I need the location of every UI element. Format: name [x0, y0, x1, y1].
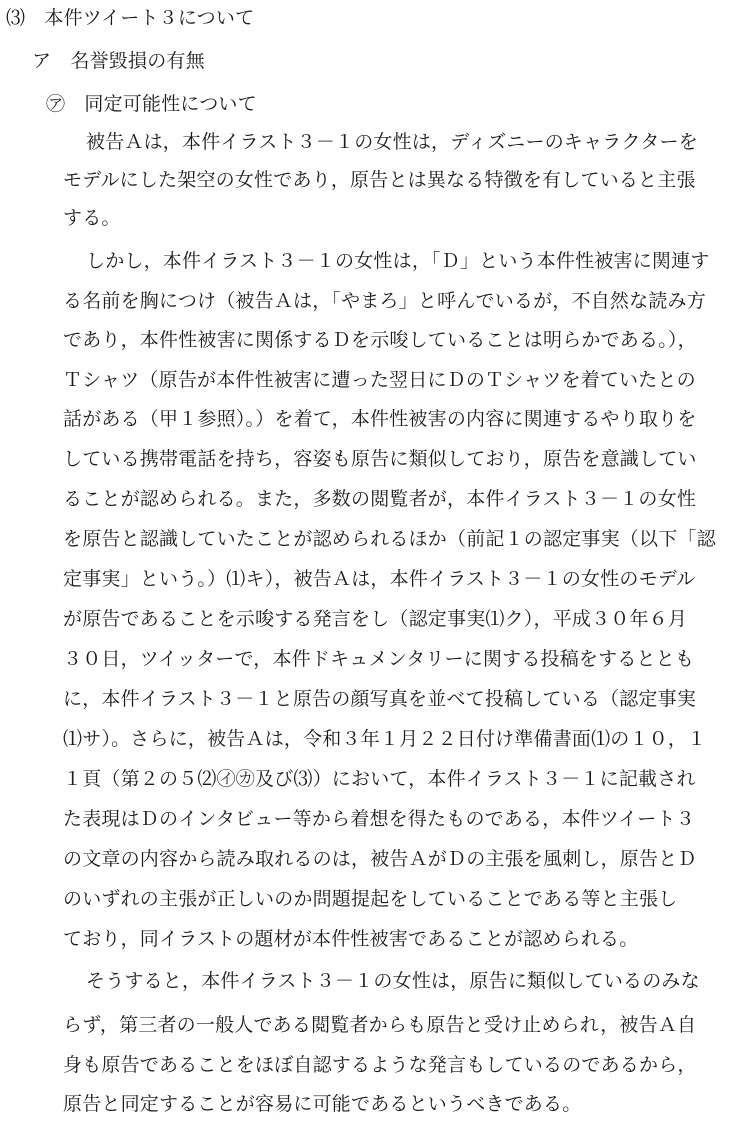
- subsubsection-heading: ㋐ 同定可能性について: [46, 93, 257, 115]
- body-line: 被告Ａは，本件イラスト３－１の女性は，ディズニーのキャラクターを: [86, 131, 698, 153]
- body-line: そうすると，本件イラスト３－１の女性は，原告に類似しているのみな: [86, 970, 700, 992]
- section-heading: ⑶ 本件ツイート３について: [6, 7, 255, 29]
- body-line: している携帯電話を持ち，容姿も原告に類似しており，原告を意識してい: [63, 448, 697, 470]
- body-line: に，本件イラスト３－１と原告の顔写真を並べて投稿している（認定事実: [63, 688, 697, 710]
- body-line: Ｔシャツ（原告が本件性被害に遭った翌日にＤのＴシャツを着ていたとの: [63, 369, 696, 391]
- body-line: １頁（第２の５⑵㋑㋕及び⑶）において，本件イラスト３－１に記載され: [63, 768, 696, 790]
- body-line: 身も原告であることをほぼ自認するような発言もしているのであるから，: [63, 1054, 697, 1076]
- body-line: ることが認められる。また，多数の閲覧者が，本件イラスト３－１の女性: [63, 488, 697, 510]
- body-line: であり，本件性被害に関係するＤを示唆していることは明らかである。），: [63, 329, 697, 351]
- body-line: た表現はＤのインタビュー等から着想を得たものである，本件ツイート３: [63, 808, 695, 830]
- body-line: の文章の内容から読み取れるのは，被告ＡがＤの主張を風刺し，原告とＤ: [63, 848, 697, 870]
- body-line: が原告であることを示唆する発言をし（認定事実⑴ク），平成３０年６月: [63, 608, 688, 630]
- body-line: を原告と認識していたことが認められるほか（前記１の認定事実（以下「認: [63, 528, 716, 550]
- body-line: する。: [63, 207, 121, 229]
- body-line: 原告と同定することが容易に可能であるというべきである。: [63, 1093, 582, 1115]
- body-line: ⑴サ）。さらに，被告Ａは，令和３年１月２２日付け準備書面⑴の１０，１: [63, 728, 707, 750]
- body-line: る名前を胸につけ（被告Ａは，「やまろ」と呼んでいるが，不自然な読み方: [63, 290, 706, 312]
- subsection-heading: ア 名誉毀損の有無: [32, 50, 205, 72]
- body-line: 話がある（甲１参照）。）を着て，本件性被害の内容に関連するやり取りを: [63, 408, 697, 430]
- body-line: モデルにした架空の女性であり，原告とは異なる特徴を有していると主張: [63, 169, 696, 191]
- body-line: しかし，本件イラスト３－１の女性は，「Ｄ」という本件性被害に関連す: [86, 250, 710, 272]
- body-line: らず，第三者の一般人である閲覧者からも原告と受け止められ，被告Ａ自: [63, 1014, 697, 1036]
- body-line: のいずれの主張が正しいのか問題提起をしていることである等と主張し: [63, 888, 678, 910]
- body-line: 定事実」という。）⑴キ），被告Ａは，本件イラスト３－１の女性のモデル: [63, 568, 696, 590]
- body-line: ３０日，ツイッターで，本件ドキュメンタリーに関する投稿をするととも: [63, 648, 695, 670]
- body-line: ており，同イラストの題材が本件性被害であることが認められる。: [63, 928, 639, 950]
